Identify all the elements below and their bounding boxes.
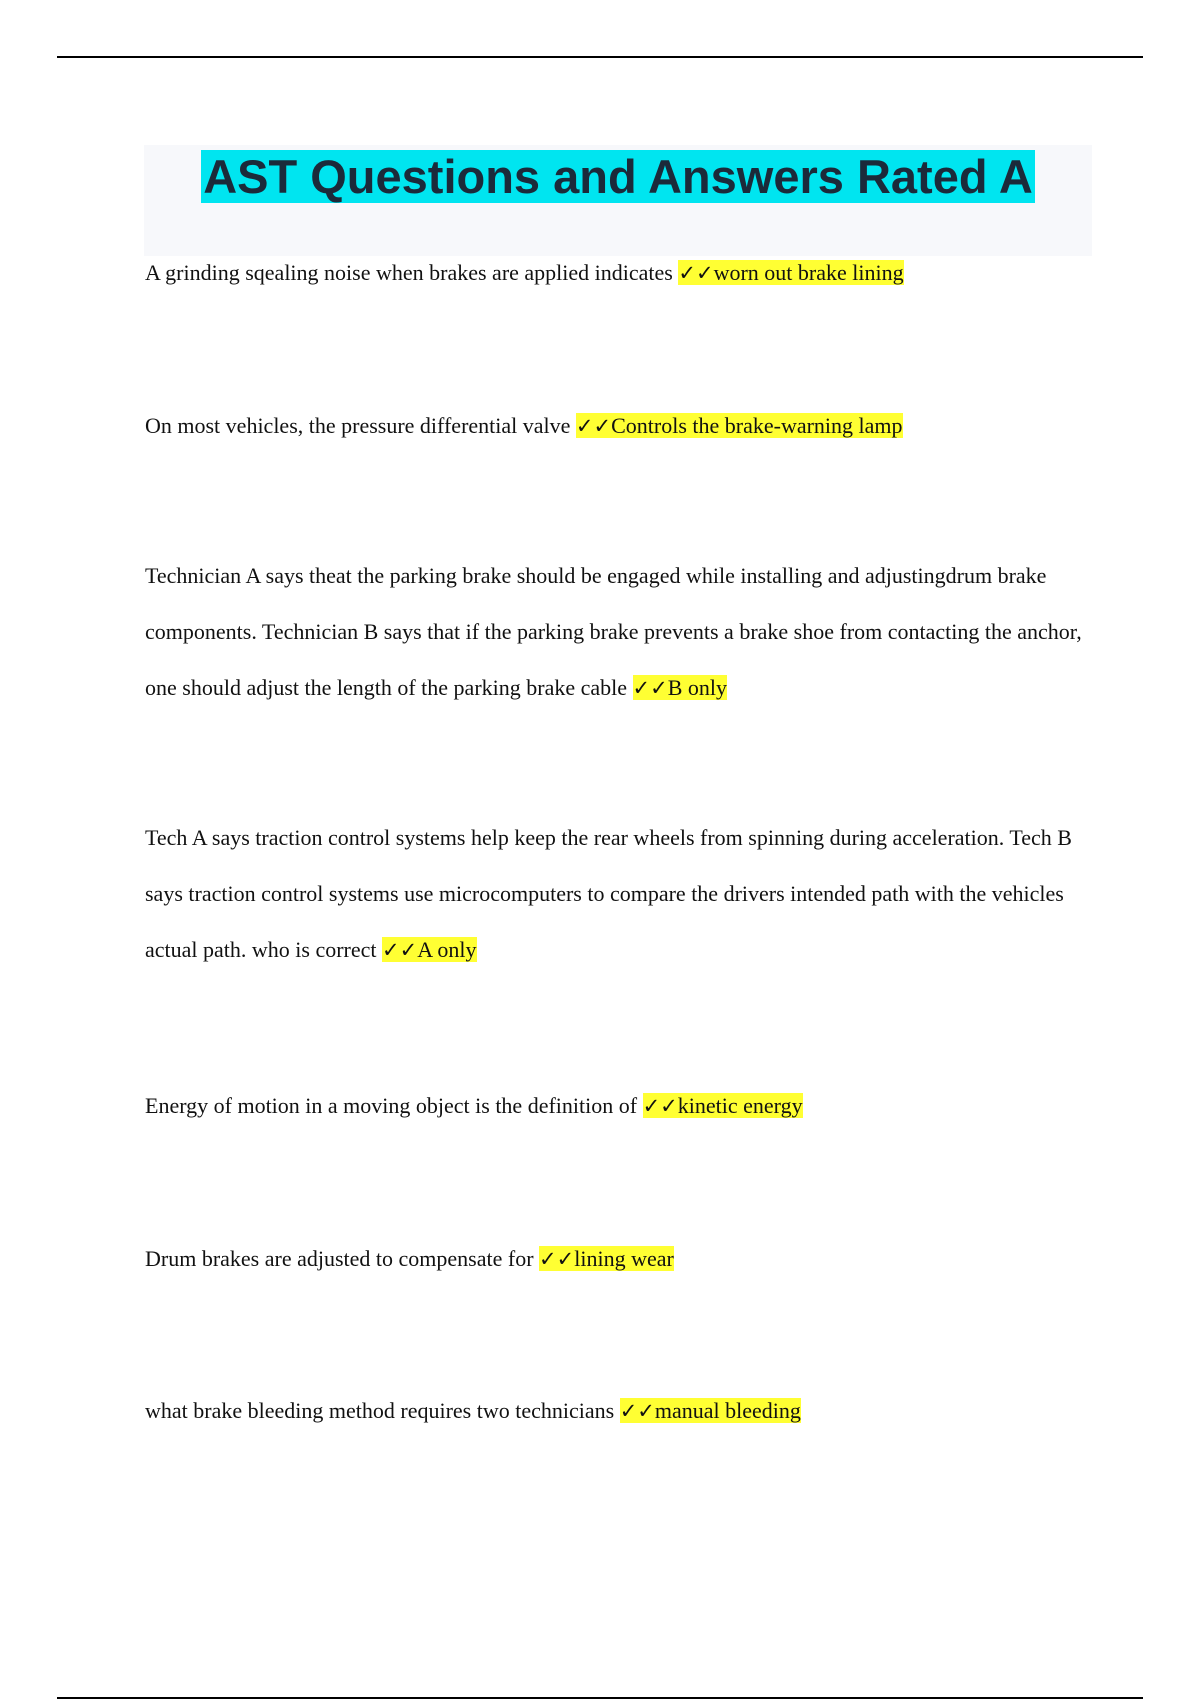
document-title-text: AST Questions and Answers Rated A xyxy=(203,150,1033,203)
question-text: Tech A says traction control systems help keep the rear wheels from spinning during acceleration. Tech B says traction control systems use microcomputers to compare the drivers intended path with the vehicles actual path. who is correct xyxy=(145,825,1072,962)
qa-item-7 xyxy=(145,1383,1090,1439)
answer-highlight xyxy=(382,937,477,962)
answer-highlight xyxy=(539,1246,674,1271)
qa-item-3 xyxy=(145,548,1090,716)
top-rule xyxy=(57,56,1143,58)
answer-highlight xyxy=(576,413,903,438)
double-check-icon: ✓✓ xyxy=(619,1399,655,1423)
double-check-icon: ✓✓ xyxy=(539,1247,575,1271)
bottom-rule xyxy=(57,1697,1143,1699)
title-banner xyxy=(144,145,1092,256)
question-text: A grinding sqealing noise when brakes are applied indicates xyxy=(145,260,673,285)
qa-item-6 xyxy=(145,1231,1090,1287)
qa-item-4 xyxy=(145,810,1090,978)
answer-text: lining wear xyxy=(574,1246,674,1271)
qa-item-5 xyxy=(145,1078,1090,1134)
question-text: Drum brakes are adjusted to compensate for xyxy=(145,1246,534,1271)
question-text: Energy of motion in a moving object is the definition of xyxy=(145,1093,638,1118)
qa-item-2 xyxy=(145,398,1090,454)
question-text: what brake bleeding method requires two technicians xyxy=(145,1398,615,1423)
question-text: Technician A says theat the parking brake should be engaged while installing and adjustingdrum brake components. Technician B says that if the parking brake prevents a brake shoe from contacting the anchor, one should adjust the length of the parking brake cable xyxy=(145,563,1082,700)
answer-text: worn out brake lining xyxy=(713,260,904,285)
answer-text: Controls the brake-warning lamp xyxy=(611,413,903,438)
double-check-icon: ✓✓ xyxy=(642,1094,678,1118)
answer-highlight xyxy=(678,260,903,285)
document-title xyxy=(144,148,1092,207)
double-check-icon: ✓✓ xyxy=(575,414,612,438)
answer-text: kinetic energy xyxy=(677,1093,803,1118)
double-check-icon: ✓✓ xyxy=(632,676,668,700)
double-check-icon: ✓✓ xyxy=(382,938,418,962)
question-text: On most vehicles, the pressure differential valve xyxy=(145,413,571,438)
answer-highlight xyxy=(633,675,728,700)
answer-highlight xyxy=(620,1398,801,1423)
double-check-icon: ✓✓ xyxy=(678,261,714,285)
answer-highlight xyxy=(643,1093,803,1118)
answer-text: manual bleeding xyxy=(654,1398,801,1423)
answer-text: B only xyxy=(667,675,728,700)
answer-text: A only xyxy=(417,937,477,962)
qa-item-1 xyxy=(145,245,1090,301)
